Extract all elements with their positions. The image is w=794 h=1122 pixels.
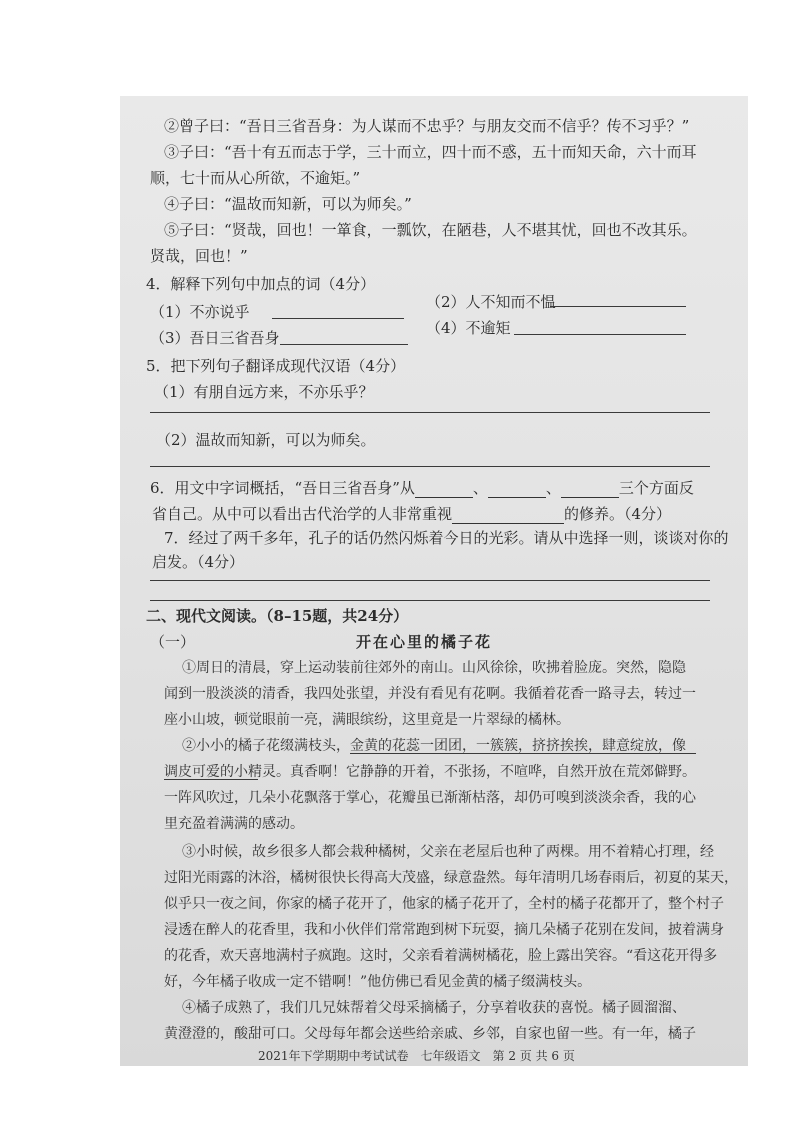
passage-para-1-line1: ①周日的清晨，穿上运动装前往郊外的南山。山风徐徐，吹拂着脸庞。突然，隐隐 (182, 660, 686, 676)
question-4-item-1: （1）不亦说乎 (150, 303, 250, 321)
question-4-stem: 4．解释下列句中加点的词（4分） (146, 275, 376, 293)
page-footer: 2021年下学期期中考试试卷 七年级语文 第 2 页 共 6 页 (258, 1049, 575, 1063)
question-6-text: 省自己。从中可以看出古代治学的人非常重视 (152, 505, 453, 523)
passage-para-3-line4: 浸透在醉人的花香里，我和小伙伴们常常跑到树下玩耍，摘几朵橘子花别在发间，披着满身 (164, 922, 724, 938)
passage-para-3-line5: 的花香，欢天喜地满村子疯跑。这时，父亲看着满树橘花，脸上露出笑容。“看这花开得多 (164, 948, 718, 964)
passage-para-2-line1: ②小小的橘子花缀满枝头，金黄的花蕊一团团，一簇簇，挤挤挨挨，肆意绽放，像 (182, 738, 686, 754)
passage-para-2-line3: 一阵风吹过，几朵小花飘落于掌心，花瓣虽已渐渐枯落，却仍可嗅到淡淡余香，我的心 (164, 790, 696, 806)
passage-title: 开在心里的橘子花 (356, 633, 493, 651)
answer-blank-4-2[interactable] (550, 306, 686, 307)
analects-quote-5-line1: ⑤子曰：“贤哉，回也！一箪食，一瓢饮，在陋巷，人不堪其忧，回也不改其乐。 (164, 221, 697, 239)
question-5-item-2: （2）温故而知新，可以为师矣。 (156, 431, 376, 449)
analects-quote-3-line2: 顺，七十而从心所欲，不逾矩。” (150, 169, 361, 187)
question-7-line1: 7．经过了两千多年，孔子的话仍然闪烁着今日的光彩。请从中选择一则，谈谈对你的 (164, 529, 729, 547)
separator: 、 (472, 479, 488, 497)
answer-line-7-2[interactable] (150, 600, 710, 601)
answer-line-5-1[interactable] (150, 412, 710, 413)
question-6-score: 的修养。（4分） (564, 505, 672, 523)
question-6-line1 (150, 478, 694, 498)
passage-para-3-line1: ③小时候，故乡很多人都会栽种橘树，父亲在老屋后也种了两棵。用不着精心打理，经 (182, 844, 714, 860)
question-4-item-3: （3）吾日三省吾身 (150, 329, 280, 347)
analects-quote-5-line2: 贤哉，回也！” (150, 247, 248, 265)
answer-blank-6-4[interactable] (452, 507, 564, 524)
photographed-exam-page (120, 96, 748, 1066)
answer-blank-4-4[interactable] (514, 334, 686, 335)
passage-para-3-line2: 过阳光雨露的沐浴，橘树很快长得高大茂盛，绿意盎然。每年清明几场春雨后，初夏的某天， (164, 870, 738, 886)
question-6-line2 (152, 504, 671, 524)
question-6-prefix: 6．用文中字词概括，“吾日三省吾身”从 (150, 479, 415, 497)
question-6-suffix: 三个方面反 (618, 479, 694, 497)
passage-para-1-line2: 闻到一股淡淡的清香，我四处张望，并没有看见有花啊。我循着花香一路寻去，转过一 (164, 686, 696, 702)
answer-blank-6-2[interactable] (488, 481, 546, 498)
question-5-item-1: （1）有朋自远方来，不亦乐乎？ (154, 383, 374, 401)
passage-para-1-line3: 座小山坡，顿觉眼前一亮，满眼缤纷，这里竟是一片翠绿的橘林。 (164, 712, 570, 728)
answer-line-7-1[interactable] (150, 580, 710, 581)
question-5-stem: 5．把下列句子翻译成现代汉语（4分） (146, 357, 406, 375)
answer-line-5-2[interactable] (150, 466, 710, 467)
analects-quote-4: ④子曰：“温故而知新，可以为师矣。” (164, 195, 412, 213)
passage-para-4-line1: ④橘子成熟了，我们几兄妹帮着父母采摘橘子，分享着收获的喜悦。橘子圆溜溜、 (182, 1000, 686, 1016)
analects-quote-3-line1: ③子曰：“吾十有五而志于学，三十而立，四十而不惑，五十而知天命，六十而耳 (164, 143, 697, 161)
section-2-heading: 二、现代文阅读。（8–15题，共24分） (146, 607, 409, 625)
analects-quote-2: ②曾子曰：“吾日三省吾身：为人谋而不忠乎？与朋友交而不信乎？传不习乎？” (164, 117, 690, 135)
section-2-part-label: （一） (150, 633, 196, 651)
question-4-item-2: （2）人不知而不愠 (426, 293, 556, 311)
separator: 、 (545, 479, 561, 497)
answer-blank-4-3[interactable] (280, 344, 408, 345)
passage-para-3-line3: 似乎只一夜之间，你家的橘子花开了，他家的橘子花开了，全村的橘子花都开了，整个村子 (164, 896, 724, 912)
underline-emphasis (350, 753, 696, 754)
answer-blank-6-1[interactable] (415, 481, 473, 498)
passage-para-3-line6: 好，今年橘子收成一定不错啊！”他仿佛已看见金黄的橘子缀满枝头。 (164, 974, 592, 990)
passage-para-4-line2: 黄澄澄的，酸甜可口。父母每年都会送些给亲戚、乡邻，自家也留一些。有一年，橘子 (164, 1026, 696, 1042)
passage-para-2-line4: 里充盈着满满的感动。 (164, 816, 304, 832)
answer-blank-4-1[interactable] (272, 318, 404, 319)
underline-emphasis (164, 779, 258, 780)
question-4-item-4: （4）不逾矩 (426, 319, 511, 337)
passage-para-2-line2: 调皮可爱的小精灵。真香啊！它静静的开着，不张扬，不喧哗，自然开放在荒郊僻野。 (164, 764, 696, 780)
question-7-line2: 启发。（4分） (152, 553, 245, 571)
answer-blank-6-3[interactable] (561, 481, 619, 498)
